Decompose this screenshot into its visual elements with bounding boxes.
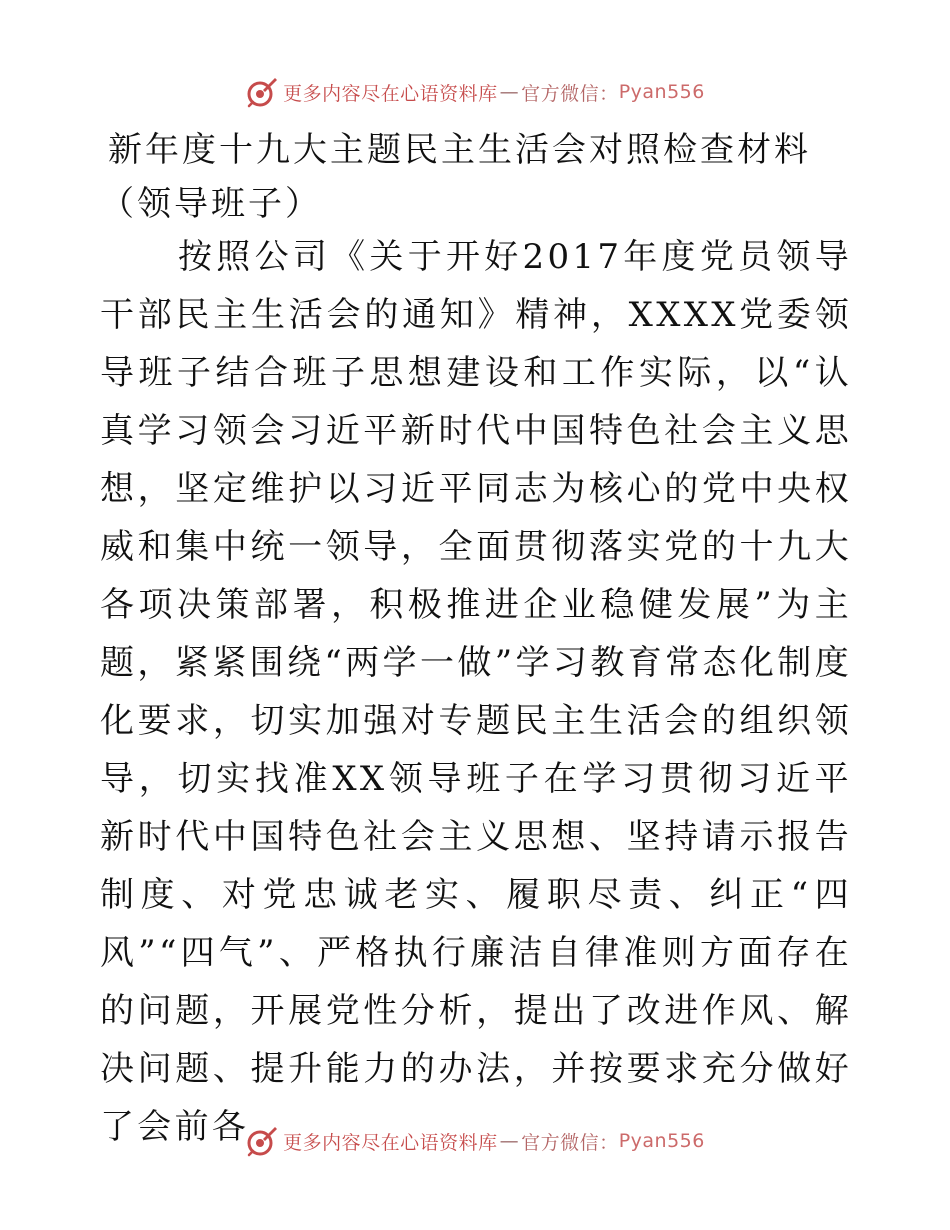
document-paragraph: 按照公司《关于开好2017年度党员领导干部民主生活会的通知》精神，XXXX党委领导班子结合班子思想建设和工作实际，以“认真学习领会习近平新时代中国特色社会主义思想，坚定维护以习近平同志为核心的党中央权威和集中统一领导，全面贯彻落实党的十九大各项决策部署，积极推进企业稳健发展”为主题，紧紧围绕“两学一做”学习教育常态化制度化要求，切实加强对专题民主生活会的组织领导，切实找准XX领导班子在学习贯彻习近平新时代中国特色社会主义思想、坚持请示报告制度、对党忠诚老实、履职尽责、纠正“四风”“四气”、严格执行廉洁自律准则方面存在的问题，开展党性分析，提出了改进作风、解决问题、提升能力的办法，并按要求充分做好了会前各: [100, 237, 852, 1147]
watermark-separator: —: [499, 81, 520, 103]
watermark-label: 官方微信：: [521, 1131, 619, 1154]
watermark-code: Pyan556: [618, 1130, 705, 1152]
watermark-code: Pyan556: [618, 81, 705, 103]
pen-logo-icon: [245, 75, 279, 109]
watermark-separator: —: [499, 1130, 520, 1152]
watermark-label: 官方微信：: [521, 82, 619, 105]
watermark-text: 更多内容尽在心语资料库: [283, 1131, 498, 1154]
header-watermark: [0, 72, 950, 112]
pen-logo-icon: [245, 1124, 279, 1158]
watermark-text: 更多内容尽在心语资料库: [283, 82, 498, 105]
footer-watermark: [0, 1121, 950, 1161]
document-title: 新年度十九大主题民主生活会对照检查材料（领导班子）: [100, 130, 811, 224]
